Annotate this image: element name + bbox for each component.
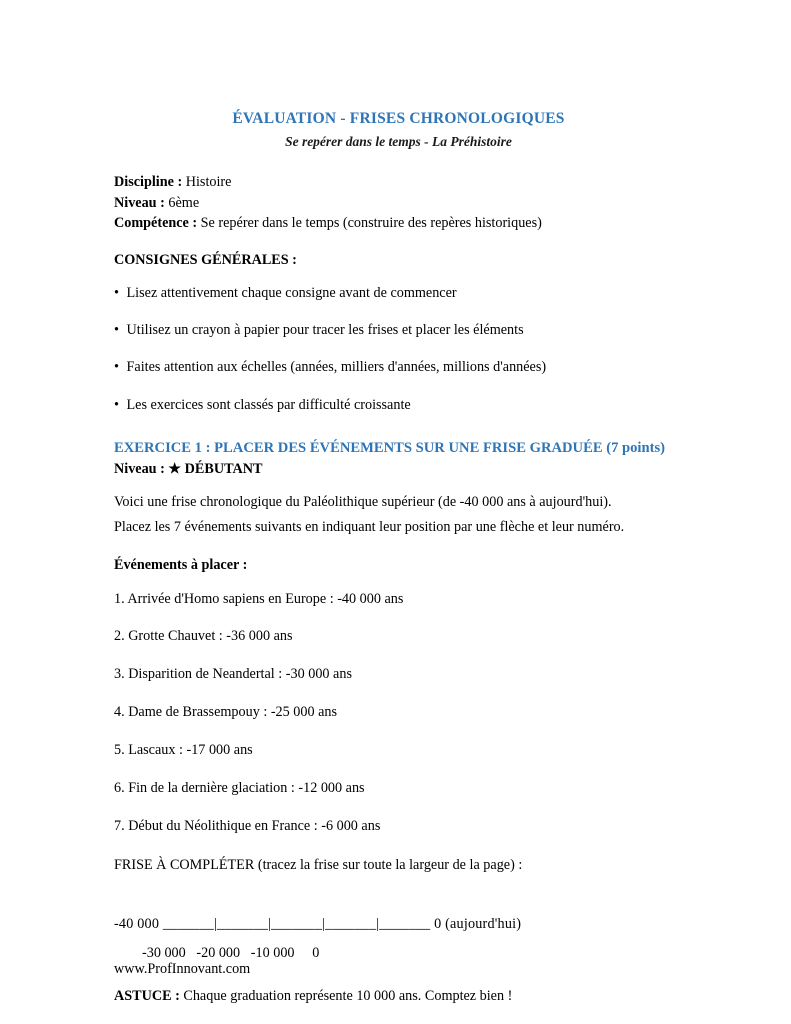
events-list-heading: Événements à placer : <box>114 556 248 573</box>
meta-discipline-value: Histoire <box>185 174 232 190</box>
consigne-item <box>114 395 683 416</box>
exercice-niveau-value: ★ DÉBUTANT <box>168 460 263 477</box>
bullet-icon: • <box>114 396 119 413</box>
list-item: 4. Dame de Brassempouy : -25 000 ans <box>114 704 338 721</box>
consigne-item <box>114 320 683 341</box>
meta-discipline-label: Discipline : <box>114 174 183 190</box>
exercice-title: EXERCICE 1 : PLACER DES ÉVÉNEMENTS SUR UNE FRISE GRADUÉE (7 points) <box>114 439 665 456</box>
meta-niveau-label: Niveau : <box>114 194 165 211</box>
bullet-icon: • <box>114 284 119 301</box>
meta-competence-label: Compétence : <box>114 215 198 232</box>
exercice-niveau <box>114 461 683 478</box>
meta-competence-value: Se repérer dans le temps (construire des repères historiques) <box>200 215 542 232</box>
frise-scale-labels: -30 000 -20 000 -10 000 0 <box>142 944 320 961</box>
page-subtitle: Se repérer dans le temps - La Préhistoire <box>285 134 512 149</box>
page-title: ÉVALUATION - FRISES CHRONOLOGIQUES <box>232 110 565 127</box>
consigne-item <box>114 283 683 304</box>
list-item: 6. Fin de la dernière glaciation : -12 000 ans <box>114 779 365 796</box>
consigne-text: Les exercices sont classés par difficulté croissante <box>126 396 411 413</box>
meta-niveau <box>114 193 683 214</box>
consigne-text: Lisez attentivement chaque consigne avant de commencer <box>126 284 457 301</box>
frise-instruction: FRISE À COMPLÉTER (tracez la frise sur toute la largeur de la page) : <box>114 856 523 873</box>
meta-niveau-value: 6ème <box>168 194 200 211</box>
bullet-icon: • <box>114 322 119 339</box>
list-item: 1. Arrivée d'Homo sapiens en Europe : -40 000 ans <box>114 590 404 607</box>
consigne-text: Faites attention aux échelles (années, milliers d'années, millions d'années) <box>126 359 547 376</box>
astuce <box>114 988 683 1005</box>
astuce-text: Chaque graduation représente 10 000 ans. Comptez bien ! <box>183 987 513 1004</box>
list-item: 5. Lascaux : -17 000 ans <box>114 742 253 759</box>
exercice-niveau-label: Niveau : <box>114 460 165 477</box>
frise-timeline: -40 000 _______|_______|_______|_______|_______ 0 (aujourd'hui) <box>114 915 522 932</box>
exercice-intro-line-2: Placez les 7 événements suivants en indiquant leur position par une flèche et leur numéro. <box>114 519 625 536</box>
bullet-icon: • <box>114 359 119 376</box>
list-item: 3. Disparition de Neandertal : -30 000 ans <box>114 666 352 683</box>
meta-competence <box>114 213 683 234</box>
exercice-intro-line-1: Voici une frise chronologique du Paléolithique supérieur (de -40 000 ans à aujourd'hui). <box>114 493 612 510</box>
astuce-label: ASTUCE : <box>114 987 180 1004</box>
footer-website: www.ProfInnovant.com <box>114 961 251 977</box>
consigne-text: Utilisez un crayon à papier pour tracer les frises et placer les éléments <box>126 322 524 339</box>
consignes-heading: CONSIGNES GÉNÉRALES : <box>114 251 297 268</box>
consigne-item <box>114 357 683 378</box>
list-item: 7. Début du Néolithique en France : -6 000 ans <box>114 817 381 834</box>
meta-discipline <box>114 172 683 193</box>
list-item: 2. Grotte Chauvet : -36 000 ans <box>114 628 293 645</box>
